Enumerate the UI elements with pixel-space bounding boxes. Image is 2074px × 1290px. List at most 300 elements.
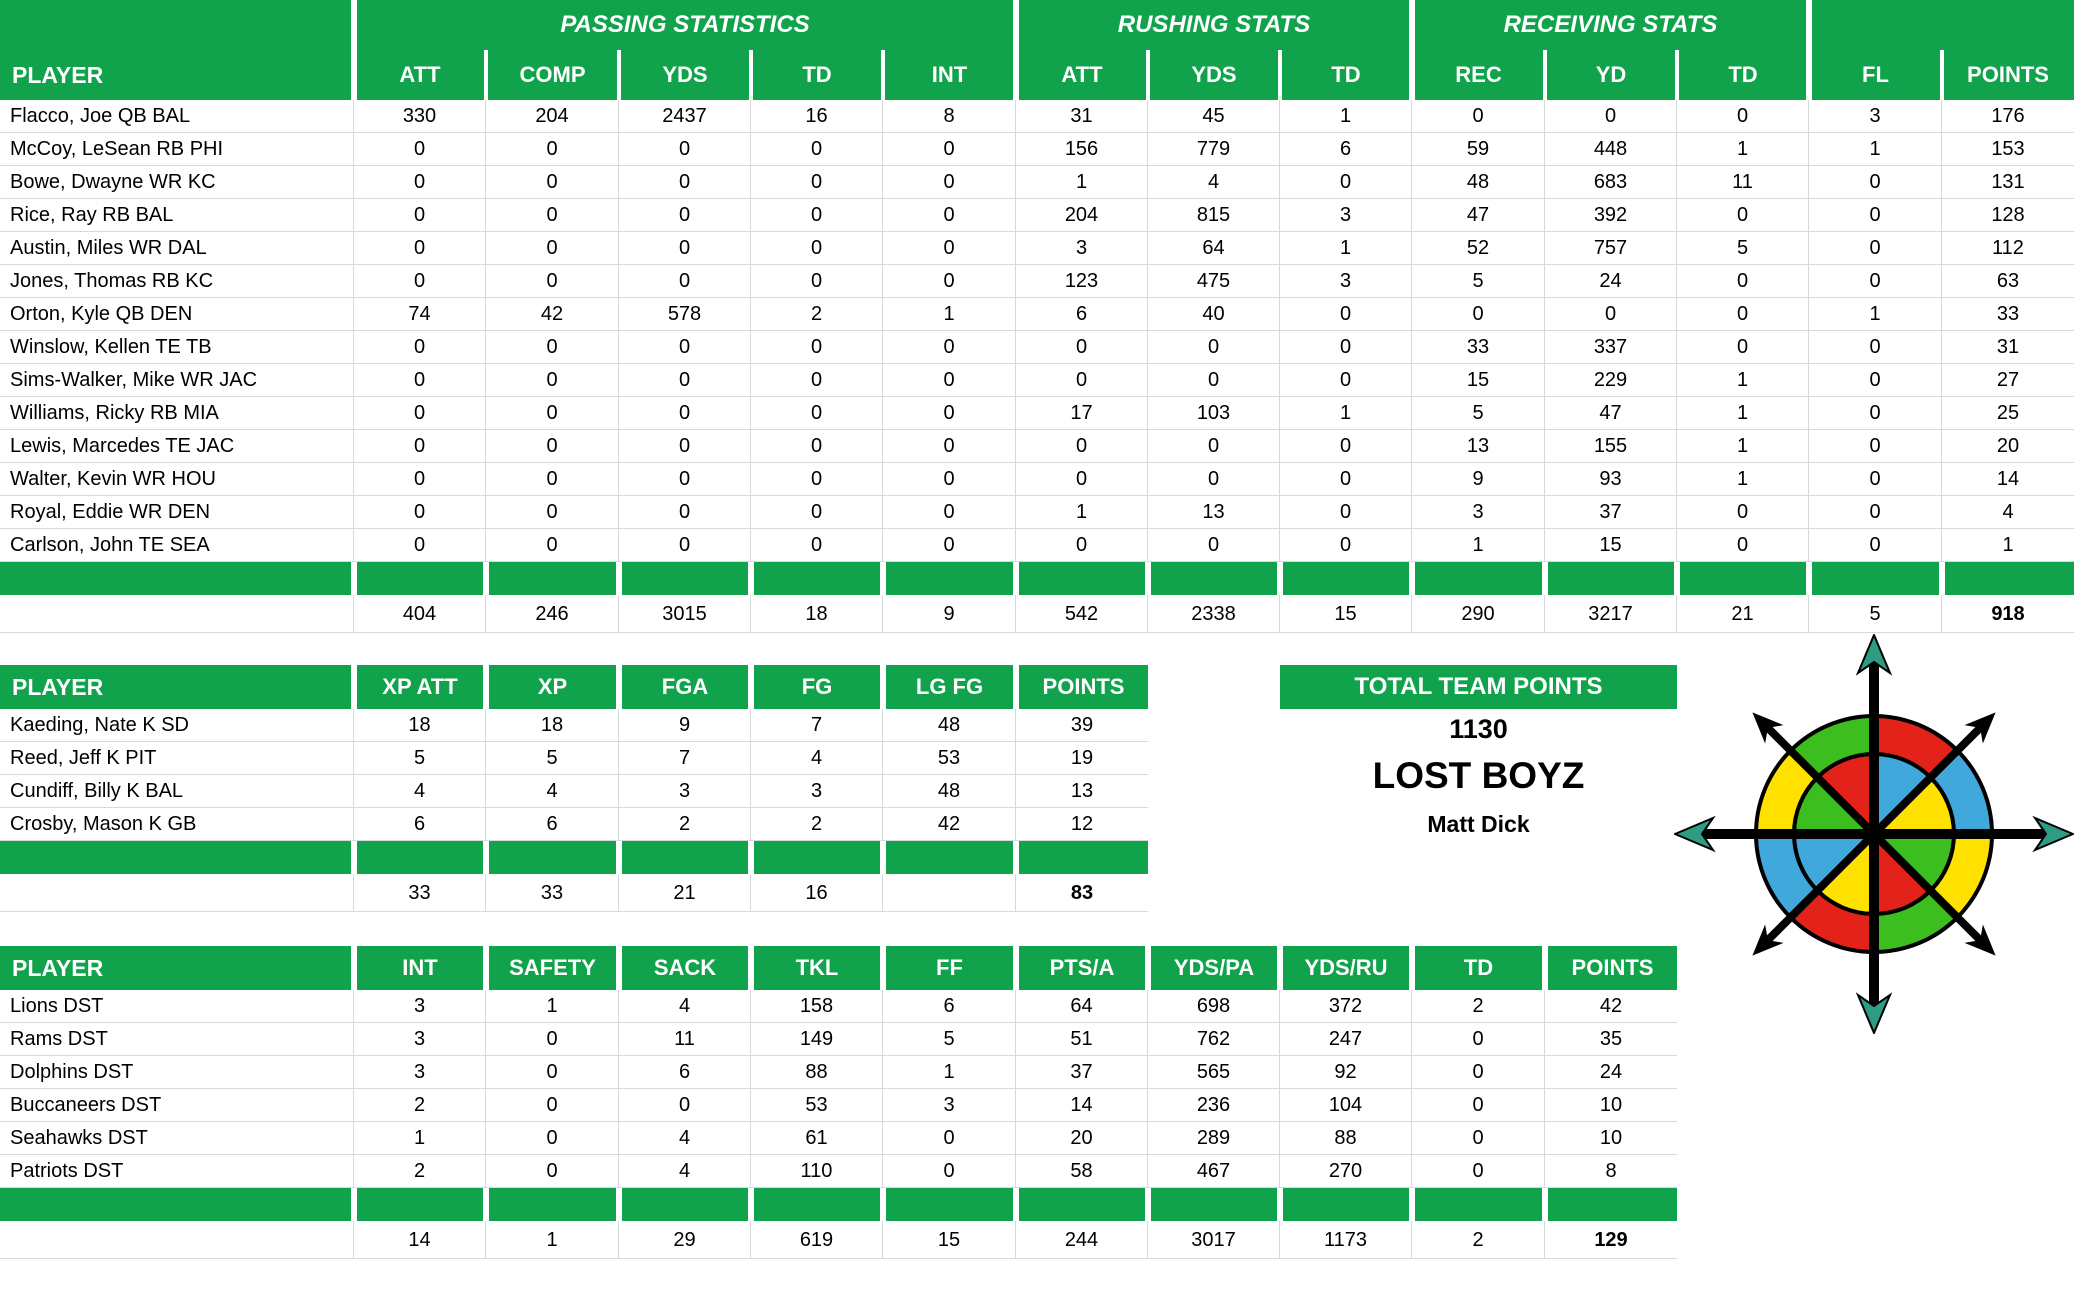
column-header: INT	[931, 62, 968, 87]
total-value-cell: 244	[1016, 1221, 1148, 1259]
stat-cell: 0	[1016, 529, 1148, 562]
stat-cell: 0	[619, 397, 751, 430]
column-header: POINTS	[1548, 946, 1677, 990]
stat-cell: 0	[883, 529, 1016, 562]
team-name: LOST BOYZ	[1372, 755, 1585, 796]
stat-cell: 0	[1016, 364, 1148, 397]
player-name-cell: Jones, Thomas RB KC	[0, 265, 354, 298]
stat-cell: 0	[1412, 298, 1545, 331]
stat-cell: 0	[1280, 166, 1412, 199]
separator-cell	[1415, 562, 1542, 595]
column-header: TKL	[754, 946, 880, 990]
team-owner-name: Matt Dick	[1427, 811, 1530, 837]
stat-cell: 0	[619, 463, 751, 496]
stat-cell: 0	[1809, 397, 1942, 430]
stat-cell: 47	[1545, 397, 1677, 430]
stat-cell: 448	[1545, 133, 1677, 166]
player-name-cell: Austin, Miles WR DAL	[0, 232, 354, 265]
stat-cell: 0	[883, 265, 1016, 298]
separator-cell	[622, 1188, 748, 1221]
column-header: TD	[802, 62, 832, 87]
separator-cell	[622, 841, 748, 874]
stat-cell: 1	[1809, 298, 1942, 331]
stat-cell: 12	[1016, 808, 1148, 841]
stat-cell: 0	[1016, 430, 1148, 463]
stat-cell: 0	[1148, 463, 1280, 496]
offense-table	[0, 0, 2074, 633]
stat-cell: 0	[1280, 430, 1412, 463]
player-name-cell: Bowe, Dwayne WR KC	[0, 166, 354, 199]
stat-cell: 42	[486, 298, 619, 331]
stat-cell: 1	[1677, 364, 1809, 397]
stat-cell: 19	[1016, 742, 1148, 775]
column-header: TD	[1331, 62, 1361, 87]
total-value-cell: 129	[1545, 1221, 1677, 1259]
column-header: FF	[886, 946, 1013, 990]
stat-cell: 0	[1809, 199, 1942, 232]
stat-cell: 0	[486, 1155, 619, 1188]
total-value-cell: 619	[751, 1221, 883, 1259]
team-logo	[1674, 634, 2074, 1034]
stat-cell: 0	[1412, 1089, 1545, 1122]
total-team-points-header: TOTAL TEAM POINTS	[1280, 665, 1677, 709]
separator-cell	[754, 841, 880, 874]
column-header: FG	[754, 665, 880, 709]
stat-cell: 0	[1677, 298, 1809, 331]
stat-cell: 35	[1545, 1023, 1677, 1056]
stat-cell: 20	[1942, 430, 2074, 463]
stat-cell: 18	[486, 709, 619, 742]
stat-cell: 0	[354, 463, 486, 496]
stat-cell: 0	[1148, 331, 1280, 364]
stat-cell: 61	[751, 1122, 883, 1155]
player-name-cell: Walter, Kevin WR HOU	[0, 463, 354, 496]
stat-cell: 33	[1942, 298, 2074, 331]
stat-cell: 0	[883, 166, 1016, 199]
stat-cell: 247	[1280, 1023, 1412, 1056]
stat-cell: 0	[1148, 430, 1280, 463]
total-value-cell: 3015	[619, 595, 751, 633]
separator-cell	[0, 841, 351, 874]
stat-cell: 131	[1942, 166, 2074, 199]
stat-cell: 372	[1280, 990, 1412, 1023]
total-value-cell: 290	[1412, 595, 1545, 633]
stat-cell: 5	[354, 742, 486, 775]
player-name-cell: Orton, Kyle QB DEN	[0, 298, 354, 331]
total-value-cell: 83	[1016, 874, 1148, 912]
stat-cell: 48	[883, 709, 1016, 742]
column-header: XP	[489, 665, 616, 709]
stat-cell: 0	[354, 199, 486, 232]
stat-cell: 88	[751, 1056, 883, 1089]
stat-cell: 1	[883, 298, 1016, 331]
stat-cell: 762	[1148, 1023, 1280, 1056]
stat-cell: 74	[354, 298, 486, 331]
stat-cell: 6	[1280, 133, 1412, 166]
stat-cell: 757	[1545, 232, 1677, 265]
stat-cell: 8	[883, 100, 1016, 133]
stat-cell: 3	[354, 1023, 486, 1056]
stat-cell: 40	[1148, 298, 1280, 331]
player-name-cell: Reed, Jeff K PIT	[0, 742, 354, 775]
stat-cell: 1	[1280, 232, 1412, 265]
stat-cell: 1	[1280, 397, 1412, 430]
total-value-cell: 2338	[1148, 595, 1280, 633]
stat-cell: 0	[1809, 430, 1942, 463]
stat-cell: 3	[1412, 496, 1545, 529]
column-header: YDS/RU	[1283, 946, 1409, 990]
stat-cell: 48	[1412, 166, 1545, 199]
separator-cell	[1812, 562, 1939, 595]
stat-cell: 7	[751, 709, 883, 742]
player-name-cell: Flacco, Joe QB BAL	[0, 100, 354, 133]
team-summary-panel	[1280, 665, 1677, 855]
stat-cell: 698	[1148, 990, 1280, 1023]
column-header: REC	[1455, 62, 1502, 87]
stat-cell: 0	[1677, 529, 1809, 562]
total-value-cell: 29	[619, 1221, 751, 1259]
separator-cell	[1548, 562, 1674, 595]
player-column-header: PLAYER	[0, 665, 351, 709]
stat-cell: 155	[1545, 430, 1677, 463]
stat-cell: 0	[1280, 529, 1412, 562]
total-value-cell: 3217	[1545, 595, 1677, 633]
stat-cell: 0	[486, 1089, 619, 1122]
column-header: POINTS	[1019, 665, 1148, 709]
stat-cell: 0	[1677, 100, 1809, 133]
stat-cell: 17	[1016, 397, 1148, 430]
stat-cell: 4	[619, 990, 751, 1023]
stat-cell: 128	[1942, 199, 2074, 232]
total-value-cell: 542	[1016, 595, 1148, 633]
separator-cell	[1415, 1188, 1542, 1221]
stat-cell: 42	[1545, 990, 1677, 1023]
stat-cell: 0	[883, 1155, 1016, 1188]
total-value-cell	[883, 874, 1016, 912]
total-value-cell: 1173	[1280, 1221, 1412, 1259]
dst-table	[0, 946, 1677, 1259]
stat-cell: 0	[751, 496, 883, 529]
stat-cell: 1	[1677, 463, 1809, 496]
stat-cell: 6	[354, 808, 486, 841]
stat-cell: 236	[1148, 1089, 1280, 1122]
stat-cell: 0	[486, 397, 619, 430]
stat-cell: 0	[486, 430, 619, 463]
stat-cell: 3	[751, 775, 883, 808]
stat-cell: 176	[1942, 100, 2074, 133]
player-name-cell: Rams DST	[0, 1023, 354, 1056]
stat-cell: 14	[1942, 463, 2074, 496]
stat-cell: 6	[486, 808, 619, 841]
stat-cell: 92	[1280, 1056, 1412, 1089]
stat-cell: 63	[1942, 265, 2074, 298]
stat-cell: 330	[354, 100, 486, 133]
stat-cell: 0	[1677, 496, 1809, 529]
stat-cell: 0	[354, 529, 486, 562]
stat-cell: 104	[1280, 1089, 1412, 1122]
stat-cell: 3	[1809, 100, 1942, 133]
stat-cell: 2	[751, 298, 883, 331]
total-value-cell: 404	[354, 595, 486, 633]
stat-cell: 0	[1677, 265, 1809, 298]
stat-cell: 110	[751, 1155, 883, 1188]
separator-cell	[1151, 562, 1277, 595]
stat-cell: 4	[1148, 166, 1280, 199]
stat-cell: 467	[1148, 1155, 1280, 1188]
stat-cell: 25	[1942, 397, 2074, 430]
stat-cell: 33	[1412, 331, 1545, 364]
stat-cell: 0	[883, 463, 1016, 496]
stat-cell: 0	[1016, 463, 1148, 496]
stat-cell: 24	[1545, 1056, 1677, 1089]
stat-cell: 53	[751, 1089, 883, 1122]
stat-cell: 0	[354, 331, 486, 364]
stat-cell: 88	[1280, 1122, 1412, 1155]
stat-cell: 270	[1280, 1155, 1412, 1188]
player-name-cell: Rice, Ray RB BAL	[0, 199, 354, 232]
stat-cell: 0	[1809, 265, 1942, 298]
column-header: YDS/PA	[1151, 946, 1277, 990]
column-header: SAFETY	[489, 946, 616, 990]
player-name-cell: Buccaneers DST	[0, 1089, 354, 1122]
column-header: POINTS	[1967, 62, 2049, 87]
stat-cell: 2	[354, 1155, 486, 1188]
column-header: XP ATT	[357, 665, 483, 709]
separator-cell	[489, 841, 616, 874]
stat-cell: 10	[1545, 1089, 1677, 1122]
column-header: PTS/A	[1019, 946, 1145, 990]
separator-cell	[1945, 562, 2074, 595]
stat-cell: 0	[1280, 298, 1412, 331]
player-name-cell: Williams, Ricky RB MIA	[0, 397, 354, 430]
stat-cell: 2	[354, 1089, 486, 1122]
stat-cell: 0	[486, 1122, 619, 1155]
kicker-table	[0, 665, 1148, 912]
stat-cell: 0	[1280, 496, 1412, 529]
stat-cell: 156	[1016, 133, 1148, 166]
stat-cell: 37	[1016, 1056, 1148, 1089]
total-team-points-value: 1130	[1449, 714, 1508, 744]
stat-cell: 3	[883, 1089, 1016, 1122]
stat-cell: 112	[1942, 232, 2074, 265]
stat-cell: 1	[1677, 397, 1809, 430]
stat-cell: 204	[1016, 199, 1148, 232]
total-value-cell: 5	[1809, 595, 1942, 633]
stat-cell: 0	[883, 364, 1016, 397]
player-name-cell: Kaeding, Nate K SD	[0, 709, 354, 742]
total-value-cell: 9	[883, 595, 1016, 633]
stat-cell: 0	[1809, 331, 1942, 364]
total-player-cell	[0, 1221, 354, 1259]
stat-cell: 103	[1148, 397, 1280, 430]
column-header: FL	[1862, 62, 1889, 87]
stat-cell: 0	[1545, 100, 1677, 133]
stat-cell: 4	[486, 775, 619, 808]
stat-cell: 683	[1545, 166, 1677, 199]
stat-cell: 337	[1545, 331, 1677, 364]
stat-cell: 37	[1545, 496, 1677, 529]
separator-cell	[1019, 841, 1148, 874]
separator-cell	[754, 562, 880, 595]
stat-cell: 3	[619, 775, 751, 808]
group-header: PASSING STATISTICS	[560, 11, 810, 38]
player-name-cell: Seahawks DST	[0, 1122, 354, 1155]
stat-cell: 779	[1148, 133, 1280, 166]
column-header: YD	[1595, 62, 1627, 87]
stat-cell: 1	[1677, 430, 1809, 463]
separator-cell	[1680, 562, 1806, 595]
stat-cell: 0	[883, 331, 1016, 364]
stat-cell: 0	[883, 199, 1016, 232]
stat-cell: 18	[354, 709, 486, 742]
total-player-cell	[0, 595, 354, 633]
stat-cell: 0	[619, 529, 751, 562]
player-name-cell: Sims-Walker, Mike WR JAC	[0, 364, 354, 397]
stat-cell: 229	[1545, 364, 1677, 397]
column-header: COMP	[519, 62, 586, 87]
total-value-cell: 3017	[1148, 1221, 1280, 1259]
column-header: LG FG	[886, 665, 1013, 709]
separator-cell	[1283, 1188, 1409, 1221]
stat-cell: 1	[1809, 133, 1942, 166]
stat-cell: 10	[1545, 1122, 1677, 1155]
stat-cell: 48	[883, 775, 1016, 808]
stat-cell: 0	[354, 364, 486, 397]
stat-cell: 0	[1280, 331, 1412, 364]
stat-cell: 0	[354, 496, 486, 529]
stat-cell: 815	[1148, 199, 1280, 232]
separator-cell	[1151, 1188, 1277, 1221]
stat-cell: 1	[1016, 166, 1148, 199]
stat-cell: 1	[883, 1056, 1016, 1089]
total-player-cell	[0, 874, 354, 912]
total-value-cell: 33	[486, 874, 619, 912]
stat-cell: 0	[1148, 529, 1280, 562]
stat-cell: 2	[1412, 990, 1545, 1023]
stat-cell: 0	[751, 364, 883, 397]
stat-cell: 0	[619, 133, 751, 166]
stat-cell: 289	[1148, 1122, 1280, 1155]
player-name-cell: Royal, Eddie WR DEN	[0, 496, 354, 529]
separator-cell	[1019, 1188, 1145, 1221]
total-value-cell: 15	[883, 1221, 1016, 1259]
stat-cell: 11	[619, 1023, 751, 1056]
stat-cell: 6	[619, 1056, 751, 1089]
player-name-cell: Patriots DST	[0, 1155, 354, 1188]
stat-cell: 0	[883, 397, 1016, 430]
stat-cell: 5	[883, 1023, 1016, 1056]
stat-cell: 2437	[619, 100, 751, 133]
total-value-cell: 1	[486, 1221, 619, 1259]
player-name-cell: Winslow, Kellen TE TB	[0, 331, 354, 364]
stat-cell: 8	[1545, 1155, 1677, 1188]
stat-cell: 0	[354, 397, 486, 430]
stat-cell: 0	[1677, 331, 1809, 364]
stat-cell: 0	[619, 364, 751, 397]
stat-cell: 1	[1677, 133, 1809, 166]
stat-cell: 11	[1677, 166, 1809, 199]
player-name-cell: Lewis, Marcedes TE JAC	[0, 430, 354, 463]
stat-cell: 0	[354, 232, 486, 265]
stat-cell: 0	[1148, 364, 1280, 397]
stat-cell: 4	[751, 742, 883, 775]
separator-cell	[357, 1188, 483, 1221]
stat-cell: 3	[354, 990, 486, 1023]
stat-cell: 204	[486, 100, 619, 133]
column-header: TD	[1415, 946, 1542, 990]
stat-cell: 1	[486, 990, 619, 1023]
stat-cell: 123	[1016, 265, 1148, 298]
total-value-cell: 14	[354, 1221, 486, 1259]
stat-cell: 0	[883, 496, 1016, 529]
stat-cell: 0	[1412, 1023, 1545, 1056]
player-name-cell: Cundiff, Billy K BAL	[0, 775, 354, 808]
stat-cell: 0	[486, 331, 619, 364]
stat-cell: 0	[486, 199, 619, 232]
stat-cell: 3	[1280, 199, 1412, 232]
stat-cell: 0	[1412, 1056, 1545, 1089]
stat-cell: 6	[883, 990, 1016, 1023]
stat-cell: 13	[1412, 430, 1545, 463]
total-value-cell: 18	[751, 595, 883, 633]
stat-cell: 52	[1412, 232, 1545, 265]
total-value-cell: 246	[486, 595, 619, 633]
stat-cell: 0	[751, 133, 883, 166]
stat-cell: 47	[1412, 199, 1545, 232]
stat-cell: 58	[1016, 1155, 1148, 1188]
stat-cell: 1	[1280, 100, 1412, 133]
total-value-cell: 21	[1677, 595, 1809, 633]
stat-cell: 0	[354, 430, 486, 463]
stat-cell: 0	[751, 529, 883, 562]
stat-cell: 1	[354, 1122, 486, 1155]
stat-cell: 578	[619, 298, 751, 331]
stat-cell: 7	[619, 742, 751, 775]
stat-cell: 0	[1809, 166, 1942, 199]
stat-cell: 0	[1412, 1155, 1545, 1188]
stat-cell: 93	[1545, 463, 1677, 496]
stat-cell: 39	[1016, 709, 1148, 742]
stat-cell: 4	[619, 1122, 751, 1155]
stat-cell: 31	[1942, 331, 2074, 364]
stat-cell: 0	[1809, 232, 1942, 265]
stat-cell: 6	[1016, 298, 1148, 331]
stat-cell: 0	[883, 133, 1016, 166]
separator-cell	[1019, 562, 1145, 595]
stat-cell: 0	[751, 232, 883, 265]
stat-cell: 0	[619, 496, 751, 529]
separator-cell	[489, 1188, 616, 1221]
stat-cell: 0	[486, 265, 619, 298]
stat-cell: 15	[1412, 364, 1545, 397]
stat-cell: 475	[1148, 265, 1280, 298]
stat-cell: 4	[354, 775, 486, 808]
stat-cell: 0	[486, 496, 619, 529]
total-value-cell: 2	[1412, 1221, 1545, 1259]
stat-cell: 14	[1016, 1089, 1148, 1122]
stat-cell: 13	[1148, 496, 1280, 529]
stat-cell: 9	[1412, 463, 1545, 496]
total-value-cell: 15	[1280, 595, 1412, 633]
stat-cell: 51	[1016, 1023, 1148, 1056]
separator-cell	[0, 1188, 351, 1221]
separator-cell	[754, 1188, 880, 1221]
total-value-cell: 21	[619, 874, 751, 912]
stat-cell: 0	[1412, 100, 1545, 133]
stat-cell: 0	[619, 331, 751, 364]
separator-cell	[357, 562, 483, 595]
stat-cell: 0	[354, 166, 486, 199]
